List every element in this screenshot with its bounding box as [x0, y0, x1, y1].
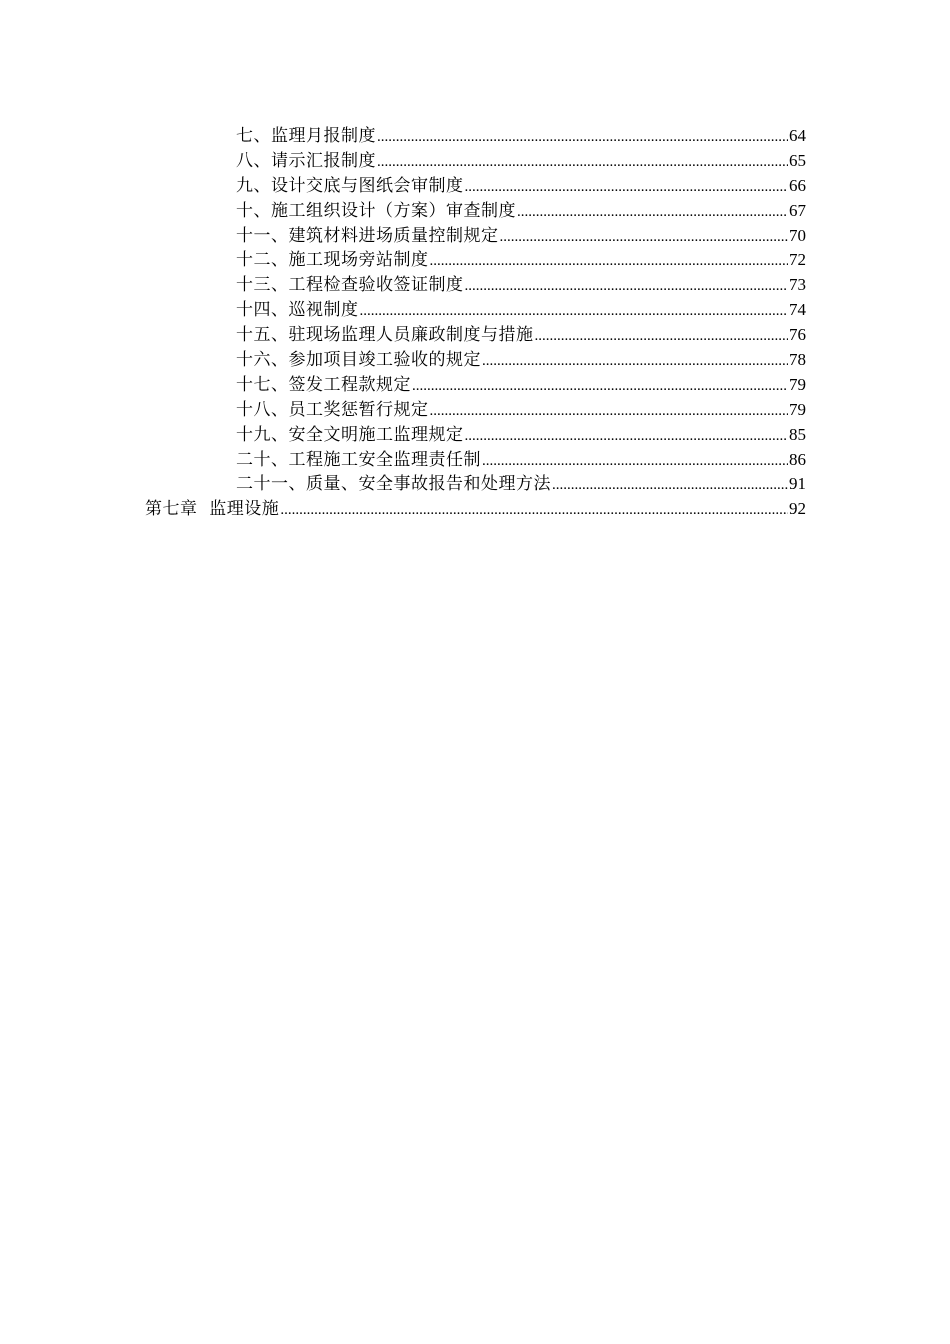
toc-entry-page: 73: [789, 275, 806, 295]
toc-dot-leader: [482, 349, 788, 374]
toc-dot-leader: [465, 274, 789, 299]
toc-chapter-entry[interactable]: [0, 497, 806, 522]
toc-entry[interactable]: [0, 224, 806, 249]
toc-dot-leader: [517, 200, 788, 225]
toc-entry-title: 第七章 监理设施: [145, 499, 280, 520]
toc-entry[interactable]: [0, 298, 806, 323]
toc-dot-leader: [430, 399, 789, 424]
toc-dot-leader: [280, 498, 788, 523]
toc-entry-page: 67: [789, 200, 806, 220]
toc-dot-leader: [465, 424, 789, 449]
toc-entry[interactable]: [0, 174, 806, 199]
toc-entry[interactable]: [0, 124, 806, 149]
toc-entry[interactable]: [0, 348, 806, 373]
toc-dot-leader: [377, 150, 788, 175]
toc-entry-page: 74: [789, 300, 806, 320]
toc-entry-title: 二十一、质量、安全事故报告和处理方法: [236, 474, 551, 495]
toc-entry-page: 79: [789, 399, 806, 419]
toc-entry[interactable]: [0, 149, 806, 174]
toc-entry[interactable]: [0, 248, 806, 273]
toc-entry-title: 九、设计交底与图纸会审制度: [236, 175, 464, 196]
toc-entry-title: 十五、驻现场监理人员廉政制度与措施: [236, 325, 534, 346]
toc-dot-leader: [377, 125, 788, 150]
toc-dot-leader: [465, 175, 789, 200]
toc-entry-page: 70: [789, 225, 806, 245]
toc-dot-leader: [535, 324, 789, 349]
toc-entry-page: 85: [789, 424, 806, 444]
toc-entry-page: 79: [789, 374, 806, 394]
toc-entry[interactable]: [0, 398, 806, 423]
toc-entry-title: 十一、建筑材料进场质量控制规定: [236, 225, 499, 246]
toc-entry-page: 65: [789, 150, 806, 170]
toc-entry-title: 二十、工程施工安全监理责任制: [236, 449, 481, 470]
toc-entry[interactable]: [0, 323, 806, 348]
toc-entry-page: 92: [789, 499, 806, 519]
toc-dot-leader: [552, 473, 788, 498]
toc-entry-page: 66: [789, 175, 806, 195]
toc-entry-title: 七、监理月报制度: [236, 126, 376, 146]
toc-entry[interactable]: [0, 472, 806, 497]
toc-entry-title: 十九、安全文明施工监理规定: [236, 424, 464, 445]
toc-entry-title: 十六、参加项目竣工验收的规定: [236, 350, 481, 371]
toc-entry-title: 十三、工程检查验收签证制度: [236, 275, 464, 296]
toc-entry-page: 64: [789, 126, 806, 145]
toc-entry-title: 十二、施工现场旁站制度: [236, 250, 429, 271]
toc-entry[interactable]: [0, 273, 806, 298]
toc-entry-page: 91: [789, 474, 806, 494]
toc-entry[interactable]: [0, 373, 806, 398]
toc-dot-leader: [412, 374, 788, 399]
toc-entry-title: 十四、巡视制度: [236, 300, 359, 321]
toc-entry-page: 76: [789, 325, 806, 345]
toc-entry-title: 八、请示汇报制度: [236, 150, 376, 171]
toc-dot-leader: [360, 299, 789, 324]
toc-entry[interactable]: [0, 448, 806, 473]
toc-dot-leader: [482, 449, 788, 474]
toc-dot-leader: [500, 225, 789, 250]
toc-entry-title: 十、施工组织设计（方案）审查制度: [236, 200, 516, 221]
toc-entry-title: 十八、员工奖惩暂行规定: [236, 399, 429, 420]
table-of-contents: [0, 124, 950, 522]
toc-entry-page: 72: [789, 250, 806, 270]
toc-entry-title: 十七、签发工程款规定: [236, 374, 411, 395]
toc-entry[interactable]: [0, 199, 806, 224]
toc-entry-page: 78: [789, 350, 806, 370]
toc-entry-page: 86: [789, 449, 806, 469]
toc-dot-leader: [430, 249, 789, 274]
toc-entry[interactable]: [0, 423, 806, 448]
